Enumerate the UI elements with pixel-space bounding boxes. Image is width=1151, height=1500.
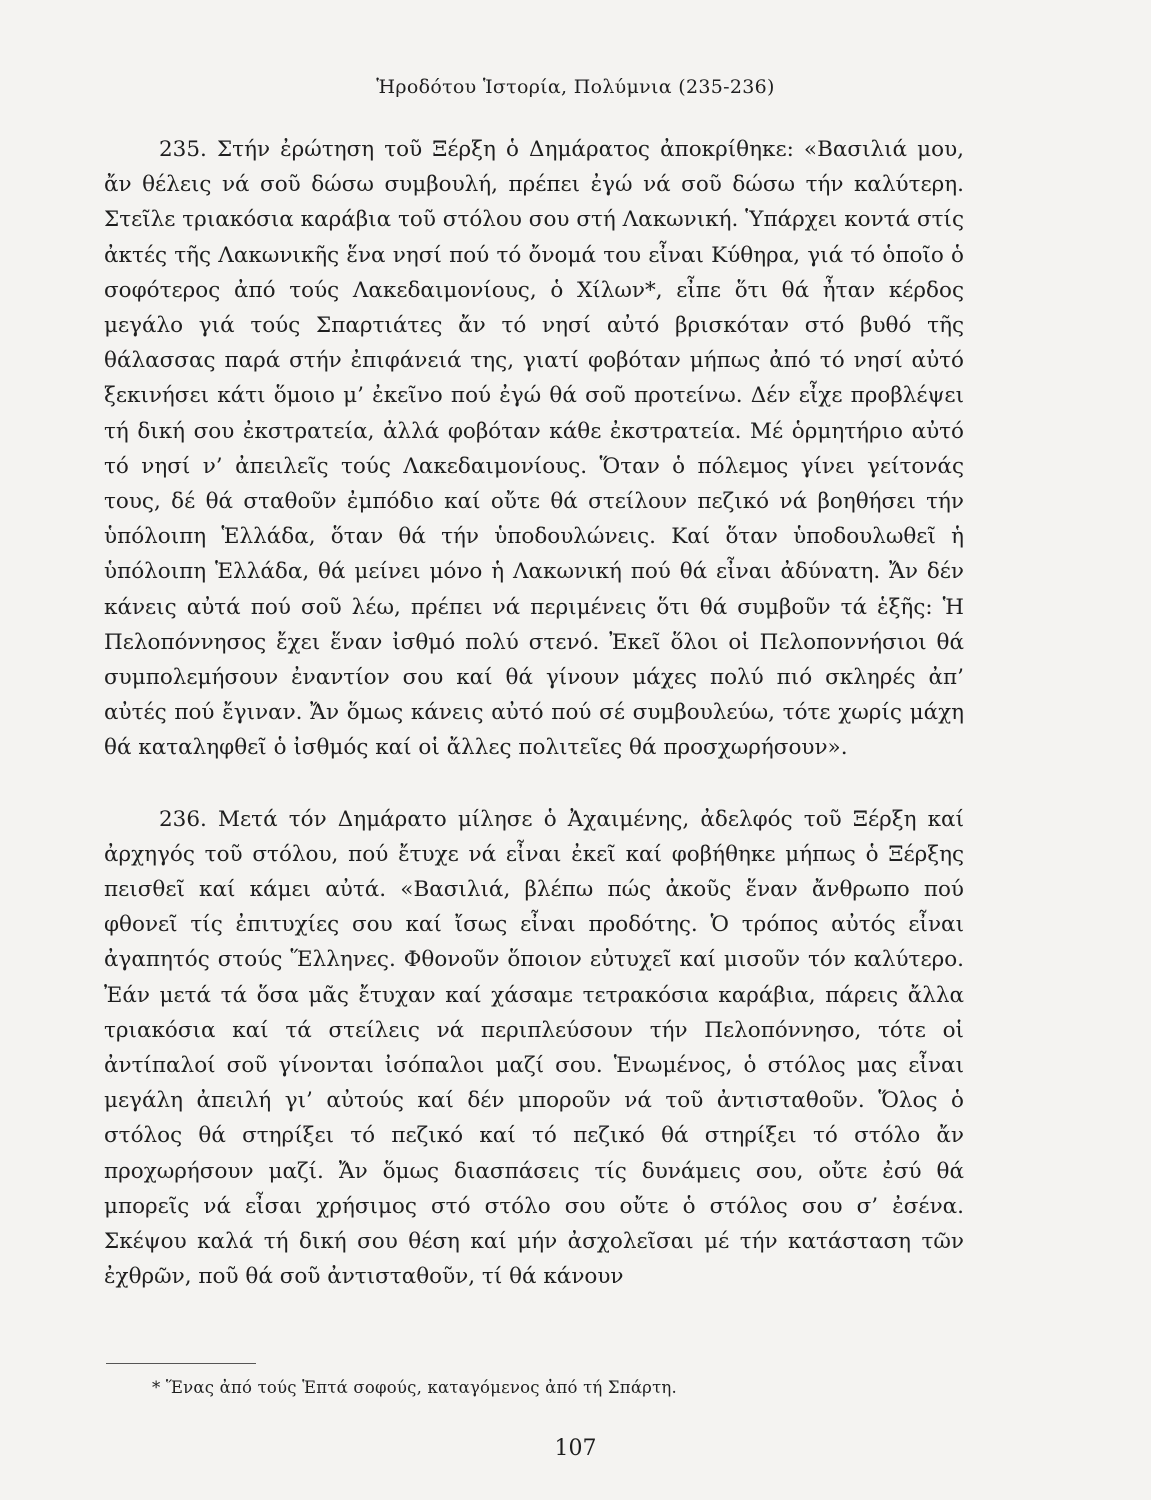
section-236: 236. Μετά τόν Δημάρατο μίλησε ὁ Ἀχαιμένης, ἀδελφός τοῦ Ξέρξη καί ἀρχηγός τοῦ στόλου, πού ἔτυχε νά εἶναι ἐκεῖ καί φοβήθηκε μήπως ὁ Ξέρξης πεισθεῖ καί κάμει αὐτά. «Βασιλιά, βλέπω πώς ἀκοῦς ἕναν ἄνθρωπο πού φθονεῖ τίς ἐπιτυχίες σου καί ἴσως εἶναι προδότης. Ὁ τρόπος αὐτός εἶναι ἀγαπητός στούς Ἕλληνες. Φθονοῦν ὅποιον εὐτυχεῖ καί μισοῦν τόν καλύτερο. Ἐάν μετά τά ὅσα μᾶς ἔτυχαν καί χάσαμε τετρακόσια καράβια, πάρεις ἄλλα τριακόσια καί τά στείλεις νά περιπλεύσουν τήν Πελοπόννησο, τότε οἱ ἀντίπαλοί σοῦ γίνονται ἰσόπαλοι μαζί σου. Ἑνωμένος, ὁ στόλος μας εἶναι μεγάλη ἀπειλή γι’ αὐτούς καί δέν μποροῦν νά τοῦ ἀντισταθοῦν. Ὅλος ὁ στόλος θά στηρίξει τό πεζικό καί τό πεζικό θά στηρίξει τό στόλο ἄν προχωρήσουν μαζί. Ἄν ὅμως διασπάσεις τίς δυνάμεις σου, οὔτε ἐσύ θά μπορεῖς νά εἶσαι χρήσιμος στό στόλο σου οὔτε ὁ στόλος σου σ’ ἐσένα. Σκέψου καλά τή δική σου θέση καί μήν ἀσχολεῖσαι μέ τήν κατάσταση τῶν ἐχθρῶν, ποῦ θά σοῦ ἀντισταθοῦν, τί θά κάνουν (104, 806, 964, 1290)
page-number: 107 (554, 1436, 597, 1461)
body-text (104, 132, 964, 1295)
footnote-divider (106, 1363, 256, 1364)
section-235: 235. Στήν ἐρώτηση τοῦ Ξέρξη ὁ Δημάρατος ἀποκρίθηκε: «Βασιλιά μου, ἄν θέλεις νά σοῦ δώσω συμβουλή, πρέπει ἐγώ νά σοῦ δώσω τήν καλύτερη. Στεῖλε τριακόσια καράβια τοῦ στόλου σου στή Λακωνική. Ὑπάρχει κοντά στίς ἀκτές τῆς Λακωνικῆς ἕνα νησί πού τό ὄνομά του εἶναι Κύθηρα, γιά τό ὁποῖο ὁ σοφότερος ἀπό τούς Λακεδαιμονίους, ὁ Χίλων*, εἶπε ὅτι θά ἦταν κέρδος μεγάλο γιά τούς Σπαρτιάτες ἄν τό νησί αὐτό βρισκόταν στό βυθό τῆς θάλασσας παρά στήν ἐπιφάνειά της, γιατί φοβόταν μήπως ἀπό τό νησί αὐτό ξεκινήσει κάτι ὅμοιο μ’ ἐκεῖνο πού ἐγώ θά σοῦ προτείνω. Δέν εἶχε προβλέψει τή δική σου ἐκστρατεία, ἀλλά φοβόταν κάθε ἐκστρατεία. Μέ ὁρμητήριο αὐτό τό νησί ν’ ἀπειλεῖς τούς Λακεδαιμονίους. Ὅταν ὁ πόλεμος γίνει γείτονάς τους, δέ θά σταθοῦν ἐμπόδιο καί οὔτε θά στείλουν πεζικό νά βοηθήσει τήν ὑπόλοιπη Ἑλλάδα, ὅταν θά τήν ὑποδουλώνεις. Καί ὅταν ὑποδουλωθεῖ ἡ ὑπόλοιπη Ἑλλάδα, θά μείνει μόνο ἡ Λακωνική πού θά εἶναι ἀδύνατη. Ἄν δέν κάνεις αὐτά πού σοῦ λέω, πρέπει νά περιμένεις ὅτι θά συμβοῦν τά ἑξῆς: Ἡ Πελοπόννησος ἔχει ἕναν ἰσθμό πολύ στενό. Ἐκεῖ ὅλοι οἱ Πελοποννήσιοι θά συμπολεμήσουν ἐναντίον σου καί θά γίνουν μάχες πολύ πιό σκληρές ἀπ’ αὐτές πού ἔγιναν. Ἄν ὅμως κάνεις αὐτό πού σέ συμβουλεύω, τότε χωρίς μάχη θά καταληφθεῖ ὁ ἰσθμός καί οἱ ἄλλες πολιτεῖες θά προσχωρήσουν». (104, 137, 964, 761)
footnote: * Ἕνας ἀπό τούς Ἑπτά σοφούς, καταγόμενος ἀπό τή Σπάρτη. (152, 1378, 677, 1397)
page-header: Ἡροδότου Ἱστορία, Πολύμνια (235-236) (376, 76, 775, 98)
